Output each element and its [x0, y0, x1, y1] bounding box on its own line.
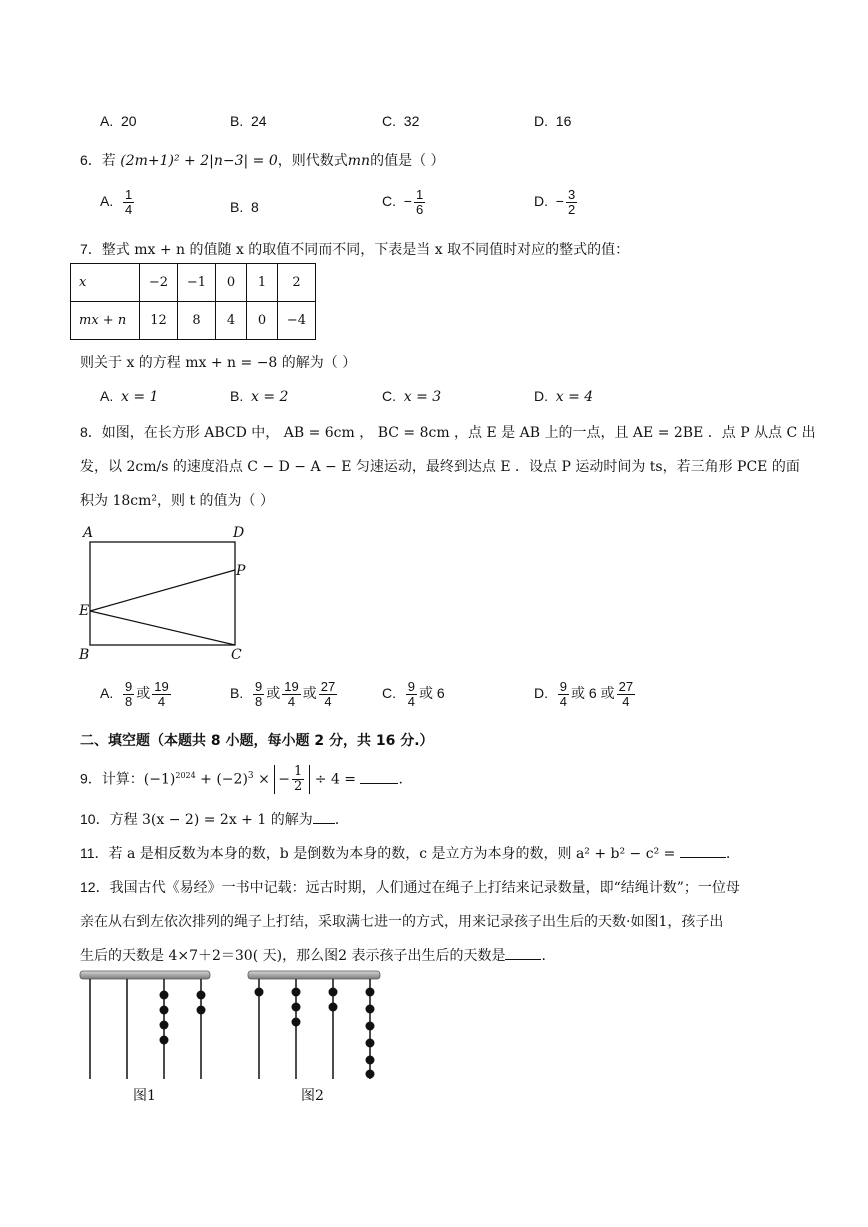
- knot: [160, 1021, 169, 1030]
- q8-option-b: B. $\frac{9}{8}$ 或 $\frac{19}{4}$ 或 $\frac{27}{4}$: [230, 679, 336, 709]
- fig1-bar: [80, 971, 210, 979]
- rectangle-abcd: [90, 542, 235, 645]
- point-p-label: P: [236, 563, 246, 579]
- knot: [160, 1006, 169, 1015]
- figure-1-ropes: [80, 971, 210, 1079]
- q12-line-3: 生后的天数是 4×7＋2＝30( 天)，那么图2 表示孩子出生后的天数是 .: [80, 948, 546, 964]
- knot: [160, 1036, 169, 1045]
- figure-2-ropes: [248, 971, 380, 1079]
- q9-stem: 9．计算：$(-1)^{2024} + (-2)^3$ × − $\frac{1}{2}$ ÷ 4 = .: [80, 764, 403, 794]
- q11-stem: 11．若 a 是相反数为本身的数，b 是倒数为本身的数，c 是立方为本身的数，则 a² + b² − c² = .: [80, 845, 731, 862]
- q9-answer-blank[interactable]: [360, 783, 398, 784]
- knot: [366, 1039, 375, 1048]
- q12-line-2: 亲在从右到左依次排列的绳子上打结，采取满七进一的方式，用来记录孩子出生后的天数·如图1，孩子出: [80, 914, 724, 930]
- q8-option-d: D. $\frac{9}{4}$ 或 6 或 $\frac{27}{4}$: [534, 679, 634, 709]
- section-2-heading: 二、填空题（本题共 8 小题，每小题 2 分，共 16 分.）: [80, 733, 434, 749]
- knot: [160, 991, 169, 1000]
- table-row-label: mx + n: [71, 302, 140, 340]
- point-e-label: E: [79, 603, 90, 619]
- q6-stem: 6．若 (2m+1)² + 2|n−3| = 0，则代数式mn的值是（ ）: [80, 152, 445, 169]
- table-row: [71, 302, 316, 340]
- fig2-bar: [248, 971, 380, 979]
- knot: [255, 988, 264, 997]
- vertex-d-label: D: [233, 525, 245, 541]
- q11-answer-blank[interactable]: [680, 857, 726, 858]
- q8-option-a: A. $\frac{9}{8}$ 或 $\frac{19}{4}$: [100, 679, 169, 709]
- q7-option-d: D. x = 4: [534, 388, 594, 405]
- q5-option-c: C. 32: [382, 113, 420, 129]
- q8-line-3: 积为 18cm²，则 t 的值为（ ）: [80, 493, 274, 509]
- table-cell: 1: [247, 264, 278, 302]
- q6-option-a: A. $\frac{1}{4}$: [100, 187, 133, 217]
- q7-value-table: [70, 263, 316, 340]
- q8-line-1: 8．如图，在长方形 ABCD 中， AB = 6cm ， BC = 8cm ，点 E 是 AB 上的一点，且 AE = 2BE ．点 P 从点 C 出: [80, 424, 816, 441]
- q7-follow: 则关于 x 的方程 mx + n = −8 的解为（ ）: [80, 355, 357, 371]
- vertex-a-label: A: [83, 525, 94, 541]
- knot: [292, 1003, 301, 1012]
- knot: [366, 1070, 375, 1079]
- table-cell: 4: [216, 302, 247, 340]
- knot: [292, 1018, 301, 1027]
- figure-2-caption: 图2: [301, 1088, 324, 1104]
- vertex-b-label: B: [79, 647, 90, 663]
- knot: [366, 1022, 375, 1031]
- q8-option-c: C. $\frac{9}{4}$ 或 6: [382, 679, 445, 709]
- knot: [197, 1006, 206, 1015]
- knot: [292, 988, 301, 997]
- table-cell: 8: [178, 302, 216, 340]
- table-cell: 2: [278, 264, 316, 302]
- segment-ep: [90, 570, 235, 611]
- table-cell: 12: [140, 302, 178, 340]
- q10-answer-blank[interactable]: [313, 823, 335, 824]
- q5-option-b: B. 24: [230, 113, 267, 129]
- knot: [366, 1005, 375, 1014]
- q10-stem: 10．方程 3(x − 2) = 2x + 1 的解为 .: [80, 811, 340, 828]
- q8-rectangle-figure: [75, 525, 255, 670]
- q6-option-c: C. − $\frac{1}{6}$: [382, 187, 424, 217]
- knot: [329, 988, 338, 997]
- q5-option-d: D. 16: [534, 113, 572, 129]
- table-cell: 0: [247, 302, 278, 340]
- q7-option-b: B. x = 2: [230, 388, 289, 405]
- q7-stem: 7．整式 mx + n 的值随 x 的取值不同而不同，下表是当 x 取不同值时对应的整式的值：: [80, 241, 630, 258]
- q7-option-a: A. x = 1: [100, 388, 159, 405]
- knot-figures: [75, 965, 395, 1085]
- table-cell: −2: [140, 264, 178, 302]
- q6-option-d: D. − $\frac{3}{2}$: [534, 187, 576, 217]
- knot: [366, 988, 375, 997]
- vertex-c-label: C: [231, 647, 242, 663]
- knot: [366, 1056, 375, 1065]
- q8-line-2: 发，以 2cm/s 的速度沿点 C − D − A − E 匀速运动，最终到达点 E ．设点 P 运动时间为 ts，若三角形 PCE 的面: [80, 459, 800, 475]
- table-row: [71, 264, 316, 302]
- q7-option-c: C. x = 3: [382, 388, 442, 405]
- table-cell: −1: [178, 264, 216, 302]
- knot: [197, 991, 206, 1000]
- q12-line-1: 12．我国古代《易经》一书中记载：远古时期，人们通过在绳子上打结来记录数量，即“结绳计数”；一位母: [80, 879, 740, 896]
- q6-option-b: B. 8: [230, 199, 259, 215]
- figure-1-caption: 图1: [133, 1088, 156, 1104]
- segment-ec: [90, 611, 235, 645]
- table-cell: −4: [278, 302, 316, 340]
- table-row-label: x: [71, 264, 140, 302]
- q12-answer-blank[interactable]: [505, 959, 541, 960]
- table-cell: 0: [216, 264, 247, 302]
- knot: [329, 1003, 338, 1012]
- q5-option-a: A. 20: [100, 113, 137, 129]
